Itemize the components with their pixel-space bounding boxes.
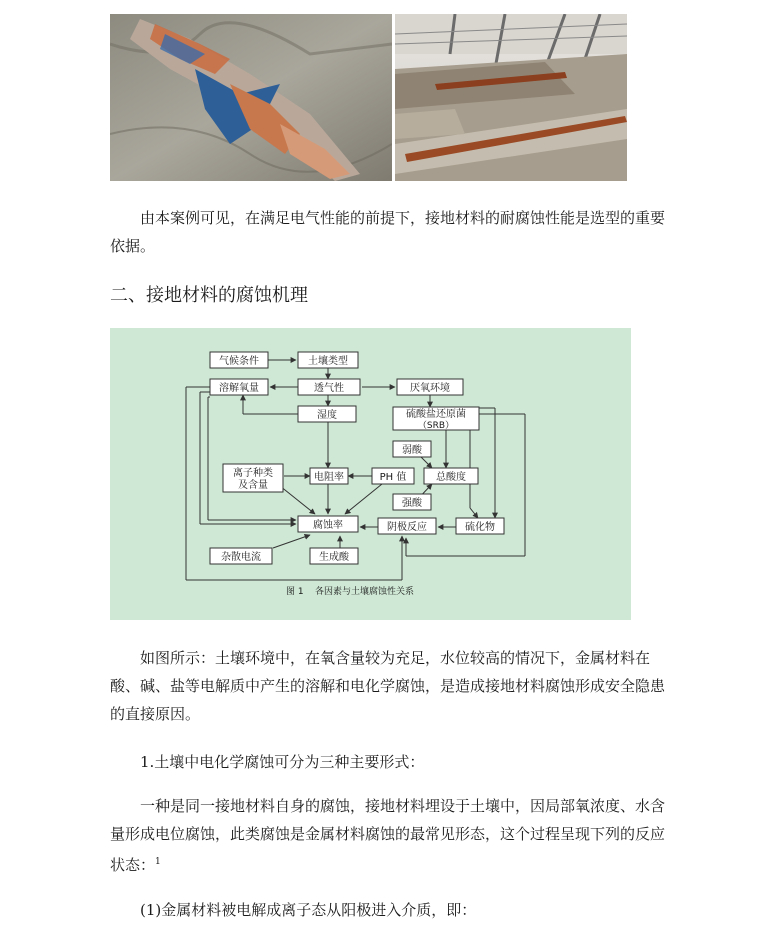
corrosion-form-paragraph [110,792,670,879]
explanation-paragraph: 如图所示：土壤环境中，在氧含量较为充足，水位较高的情况下，金属材料在酸、碱、盐等电解质中产生的溶解和电化学腐蚀，是造成接地材料腐蚀形成安全隐患的直接原因。 [110,649,666,723]
label-cathodic: 阴极反应 [387,522,427,533]
footnote-marker: 1 [155,857,161,867]
corroded-conductor-photo [110,14,392,181]
corrosion-factors-diagram [110,328,631,620]
label-total-acidity: 总酸度 [436,472,466,483]
label-anaerobic: 厌氧环境 [410,383,450,394]
list-item-1: 1.土壤中电化学腐蚀可分为三种主要形式： [140,753,425,771]
label-climate: 气候条件 [219,356,259,367]
label-stray-current: 杂散电流 [221,552,261,563]
label-acid-generation: 生成酸 [319,552,349,563]
label-resistivity: 电阻率 [314,472,344,483]
corroded-ground-bars-photo [395,14,627,181]
label-corrosion-rate: 腐蚀率 [313,520,343,531]
label-weak-acid: 弱酸 [402,445,422,456]
label-strong-acid: 强酸 [402,498,422,509]
label-dissolved-oxygen: 溶解氧量 [219,383,259,394]
label-ions-line2: 及含量 [238,480,268,491]
figure-caption: 图 1 各因素与土壤腐蚀性关系 [286,587,415,597]
conclusion-paragraph: 由本案例可见，在满足电气性能的前提下，接地材料的耐腐蚀性能是选型的重要依据。 [110,209,666,255]
label-permeability: 透气性 [314,383,344,394]
label-humidity: 湿度 [317,410,337,421]
label-srb-line2: （SRB） [417,421,455,431]
label-ions-line1: 离子种类 [233,468,273,479]
label-srb-line1: 硫酸盐还原菌 [406,409,466,420]
label-sulfide: 硫化物 [465,522,495,533]
label-soil-type: 土壤类型 [308,356,348,367]
corrosion-form-text: 一种是同一接地材料自身的腐蚀，接地材料埋设于土壤中，因局部氧浓度、水含量形成电位腐蚀，此类腐蚀是金属材料腐蚀的最常见形态，这个过程呈现下列的反应状态： [110,797,666,874]
section-heading: 二、接地材料的腐蚀机理 [110,285,308,306]
sub-item-1: (1)金属材料被电解成离子态从阳极进入介质，即： [140,901,477,919]
label-ph: PH 值 [379,472,407,483]
